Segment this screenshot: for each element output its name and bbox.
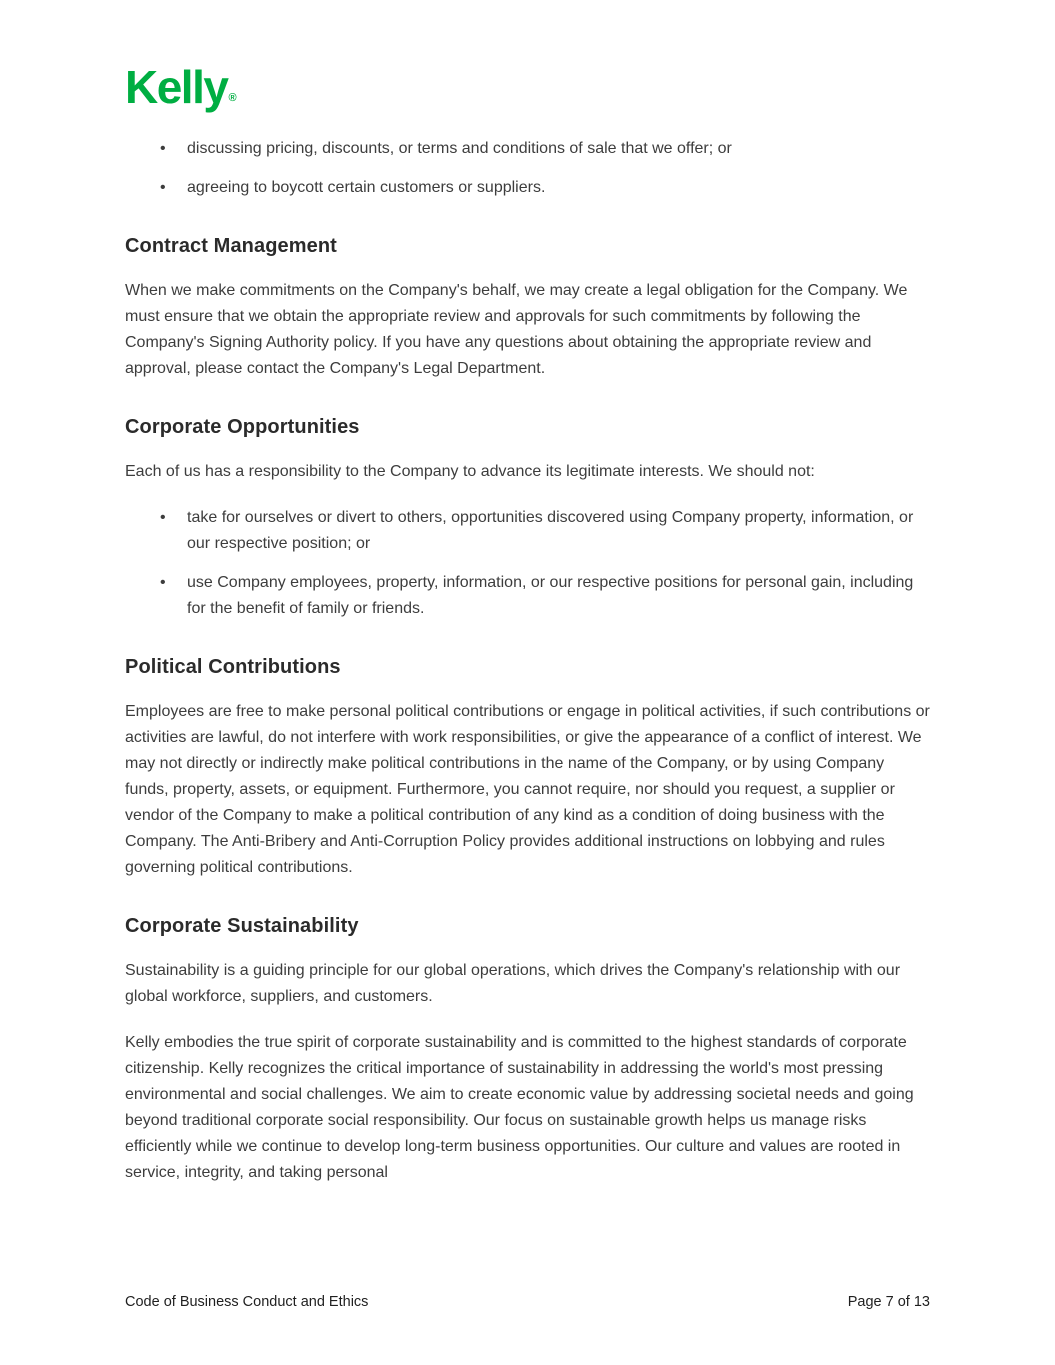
- kelly-logo-text: Kelly: [125, 61, 228, 113]
- bullet-marker: •: [160, 179, 166, 196]
- corporate-opportunities-bullet-list: [125, 505, 930, 622]
- section-corporate-opportunities: [125, 416, 930, 622]
- list-item: [160, 175, 930, 201]
- list-item: [160, 136, 930, 162]
- intro-bullet-list: [125, 136, 930, 201]
- section-contract-management: [125, 235, 930, 382]
- bullet-marker: •: [160, 140, 166, 157]
- list-item: [160, 570, 930, 622]
- list-item-text: agreeing to boycott certain customers or suppliers.: [187, 179, 546, 196]
- section-heading-corporate-opportunities: Corporate Opportunities: [125, 416, 360, 438]
- bullet-marker: •: [160, 574, 166, 591]
- list-item-text: use Company employees, property, information, or our respective positions for personal gain, including for the benefit of family or friends.: [187, 574, 914, 617]
- paragraph: Employees are free to make personal political contributions or engage in political activities, if such contributions or activities are lawful, do not interfere with work responsibilities, or give the appearance of a conflict of interest. We may not directly or indirectly make political contributions in the name of the Company, or by using Company funds, property, assets, or equipment. Furthermore, you cannot require, nor should you request, a supplier or vendor of the Company to make a political contribution of any kind as a condition of doing business with the Company. The Anti-Bribery and Anti-Corruption Policy provides additional instructions on lobbying and rules governing political contributions.: [125, 703, 930, 876]
- paragraph: Kelly embodies the true spirit of corporate sustainability and is committed to the highest standards of corporate citizenship. Kelly recognizes the critical importance of sustainability in addressing the world's most pressing environmental and social challenges. We aim to create economic value by addressing societal needs and going beyond traditional corporate social responsibility. Our focus on sustainable growth helps us manage risks efficiently while we continue to develop long-term business opportunities. Our culture and values are rooted in service, integrity, and taking personal: [125, 1034, 914, 1181]
- paragraph: Sustainability is a guiding principle for our global operations, which drives the Company's relationship with our global workforce, suppliers, and customers.: [125, 962, 901, 1005]
- registered-trademark-symbol: ®: [228, 92, 237, 104]
- section-corporate-sustainability: [125, 915, 930, 1186]
- paragraph: When we make commitments on the Company's behalf, we may create a legal obligation for the Company. We must ensure that we obtain the appropriate review and approvals for such commitments by following the Company's Signing Authority policy. If you have any questions about obtaining the appropriate review and approval, please contact the Company's Legal Department.: [125, 282, 908, 377]
- list-item-text: discussing pricing, discounts, or terms and conditions of sale that we offer; or: [187, 140, 732, 157]
- list-item-text: take for ourselves or divert to others, opportunities discovered using Company property, information, or our respective position; or: [187, 509, 914, 552]
- list-item: [160, 505, 930, 557]
- page-footer: [125, 1294, 930, 1310]
- footer-document-title: Code of Business Conduct and Ethics: [125, 1294, 369, 1310]
- section-political-contributions: [125, 656, 930, 881]
- section-heading-contract-management: Contract Management: [125, 235, 337, 257]
- bullet-marker: •: [160, 509, 166, 526]
- section-heading-corporate-sustainability: Corporate Sustainability: [125, 915, 359, 937]
- footer-page-number: Page 7 of 13: [847, 1294, 930, 1310]
- section-heading-political-contributions: Political Contributions: [125, 656, 341, 678]
- paragraph: Each of us has a responsibility to the Company to advance its legitimate interests. We should not:: [125, 463, 815, 480]
- kelly-logo: [125, 61, 237, 113]
